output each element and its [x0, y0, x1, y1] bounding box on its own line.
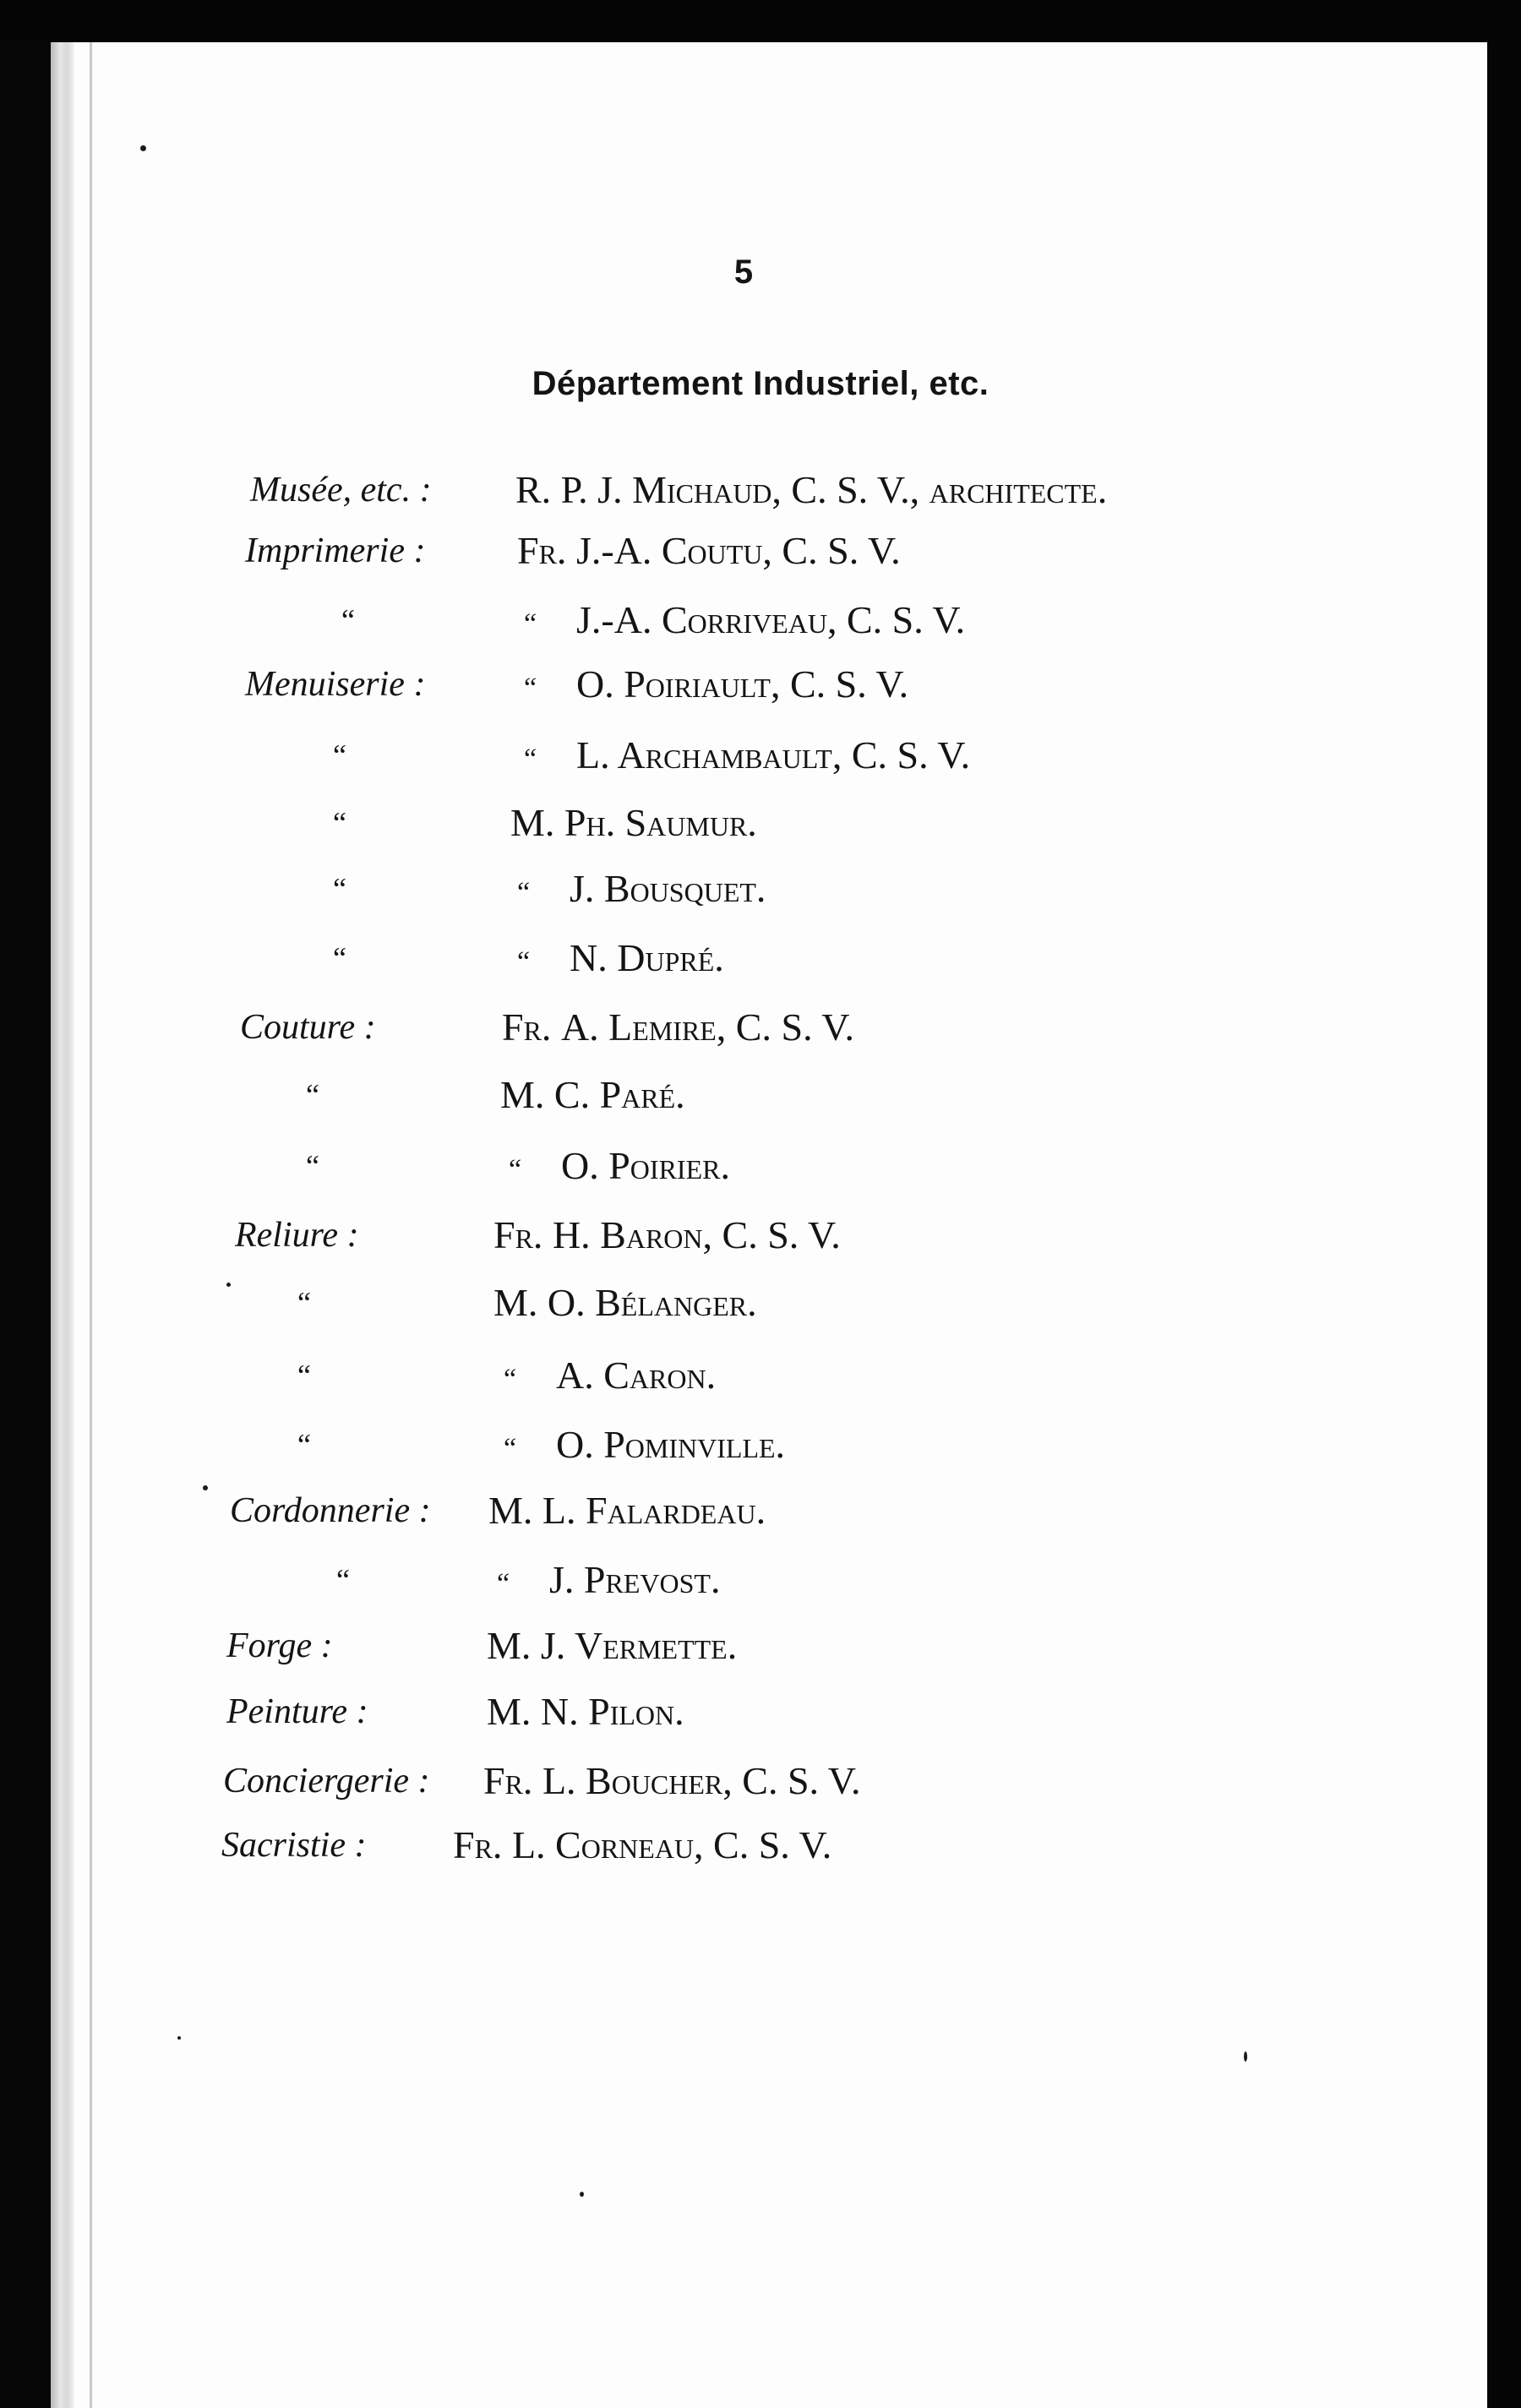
department-label: Cordonnerie : [230, 1491, 431, 1530]
staff-name [488, 1477, 766, 1544]
staff-title: M. [493, 1281, 538, 1324]
ditto-mark: “ [306, 1149, 319, 1183]
staff-title: M. [510, 801, 555, 844]
ditto-mark: “ [497, 1568, 510, 1599]
staff-name [502, 994, 854, 1061]
ditto-mark: “ [524, 608, 537, 640]
staff-person: J. Vermette. [540, 1624, 738, 1667]
staff-row [0, 651, 1521, 718]
staff-person: J. Michaud, C. S. V., architecte. [597, 468, 1108, 511]
staff-row [0, 924, 1521, 992]
staff-name [487, 1612, 737, 1680]
staff-person: O. Poirier. [561, 1144, 730, 1187]
staff-name [510, 789, 757, 857]
ditto-mark: “ [333, 941, 346, 975]
ditto-mark: “ [297, 1428, 311, 1462]
staff-name [493, 1201, 841, 1269]
staff-row [0, 1342, 1521, 1409]
staff-person: L. Archambault, C. S. V. [576, 733, 971, 776]
staff-row [0, 789, 1521, 857]
staff-title: Fr. [483, 1759, 533, 1802]
staff-row [0, 1477, 1521, 1544]
staff-person: C. Paré. [553, 1073, 685, 1116]
scan-speck [203, 1485, 208, 1490]
staff-name [504, 1411, 785, 1483]
ditto-mark: “ [341, 603, 355, 637]
staff-name [487, 1678, 684, 1746]
staff-row [0, 456, 1521, 524]
ditto-mark: “ [306, 1078, 319, 1112]
staff-row [0, 1061, 1521, 1129]
staff-name [517, 924, 724, 996]
department-label: Menuiserie : [245, 665, 426, 704]
staff-title: M. [487, 1690, 532, 1733]
staff-row [0, 517, 1521, 585]
staff-person: A. Lemire, C. S. V. [560, 1005, 855, 1049]
scan-speck [1244, 2051, 1247, 2062]
scan-speck [177, 2036, 181, 2040]
staff-name [483, 1747, 861, 1815]
staff-name [524, 722, 970, 793]
staff-person: L. Corneau, C. S. V. [511, 1823, 832, 1866]
ditto-mark: “ [524, 744, 537, 775]
staff-row [0, 1201, 1521, 1269]
staff-person: N. Dupré. [570, 936, 724, 979]
staff-title: Fr. [453, 1823, 503, 1866]
ditto-mark: “ [333, 806, 346, 840]
staff-row [0, 722, 1521, 789]
staff-name [517, 517, 901, 585]
staff-name [500, 1061, 685, 1129]
staff-row [0, 994, 1521, 1061]
staff-name [453, 1811, 831, 1879]
ditto-mark: “ [524, 673, 537, 704]
staff-row [0, 1811, 1521, 1879]
ditto-mark: “ [509, 1154, 522, 1185]
staff-person: L. Falardeau. [542, 1489, 766, 1532]
staff-person: A. Caron. [556, 1354, 717, 1397]
staff-person: J. Prevost. [549, 1558, 721, 1601]
staff-title: R. P. [515, 468, 588, 511]
ditto-mark: “ [297, 1286, 311, 1320]
staff-title: Fr. [517, 529, 567, 572]
staff-title: Fr. [493, 1213, 543, 1256]
staff-person: Ph. Saumur. [564, 801, 757, 844]
ditto-mark: “ [504, 1364, 517, 1395]
scan-speck [140, 145, 146, 151]
staff-person: L. Boucher, C. S. V. [542, 1759, 861, 1802]
staff-person: J.-A. Corriveau, C. S. V. [576, 598, 966, 641]
staff-person: N. Pilon. [540, 1690, 684, 1733]
ditto-mark: “ [504, 1433, 517, 1464]
staff-row [0, 1411, 1521, 1479]
staff-person: O. Poiriault, C. S. V. [576, 662, 909, 706]
staff-title: M. [488, 1489, 533, 1532]
staff-name [517, 855, 766, 927]
staff-title: M. [487, 1624, 532, 1667]
department-label: Imprimerie : [245, 531, 426, 570]
staff-person: H. Baron, C. S. V. [552, 1213, 841, 1256]
staff-name [509, 1132, 730, 1204]
staff-title: Fr. [502, 1005, 552, 1049]
staff-row [0, 855, 1521, 923]
scan-speck [226, 1283, 231, 1287]
staff-name [493, 1269, 757, 1337]
staff-row [0, 586, 1521, 654]
section-heading: Département Industriel, etc. [532, 365, 989, 402]
staff-row [0, 1269, 1521, 1337]
staff-name [515, 456, 1107, 524]
ditto-mark: “ [333, 872, 346, 906]
staff-title: M. [500, 1073, 545, 1116]
staff-person: O. Pominville. [556, 1423, 786, 1466]
scan-speck [580, 2192, 584, 2197]
staff-person: O. Bélanger. [547, 1281, 757, 1324]
staff-row [0, 1612, 1521, 1680]
department-label: Couture : [240, 1008, 376, 1047]
staff-person: J. Bousquet. [570, 867, 766, 910]
department-label: Sacristie : [221, 1826, 367, 1865]
staff-person: J.-A. Coutu, C. S. V. [575, 529, 901, 572]
department-label: Reliure : [235, 1216, 359, 1255]
staff-row [0, 1132, 1521, 1200]
staff-row [0, 1546, 1521, 1614]
department-label: Peinture : [226, 1692, 368, 1731]
department-label: Conciergerie : [223, 1762, 430, 1801]
ditto-mark: “ [517, 946, 531, 978]
page-number: 5 [733, 253, 754, 291]
ditto-mark: “ [333, 738, 346, 772]
staff-name [524, 651, 908, 722]
department-label: Musée, etc. : [250, 471, 432, 509]
staff-name [497, 1546, 720, 1618]
staff-row [0, 1678, 1521, 1746]
department-label: Forge : [226, 1626, 333, 1665]
scan-top-border [0, 0, 1521, 42]
ditto-mark: “ [336, 1563, 350, 1597]
ditto-mark: “ [297, 1359, 311, 1392]
staff-row [0, 1747, 1521, 1815]
staff-name [524, 586, 965, 658]
ditto-mark: “ [517, 877, 531, 908]
staff-name [504, 1342, 716, 1414]
